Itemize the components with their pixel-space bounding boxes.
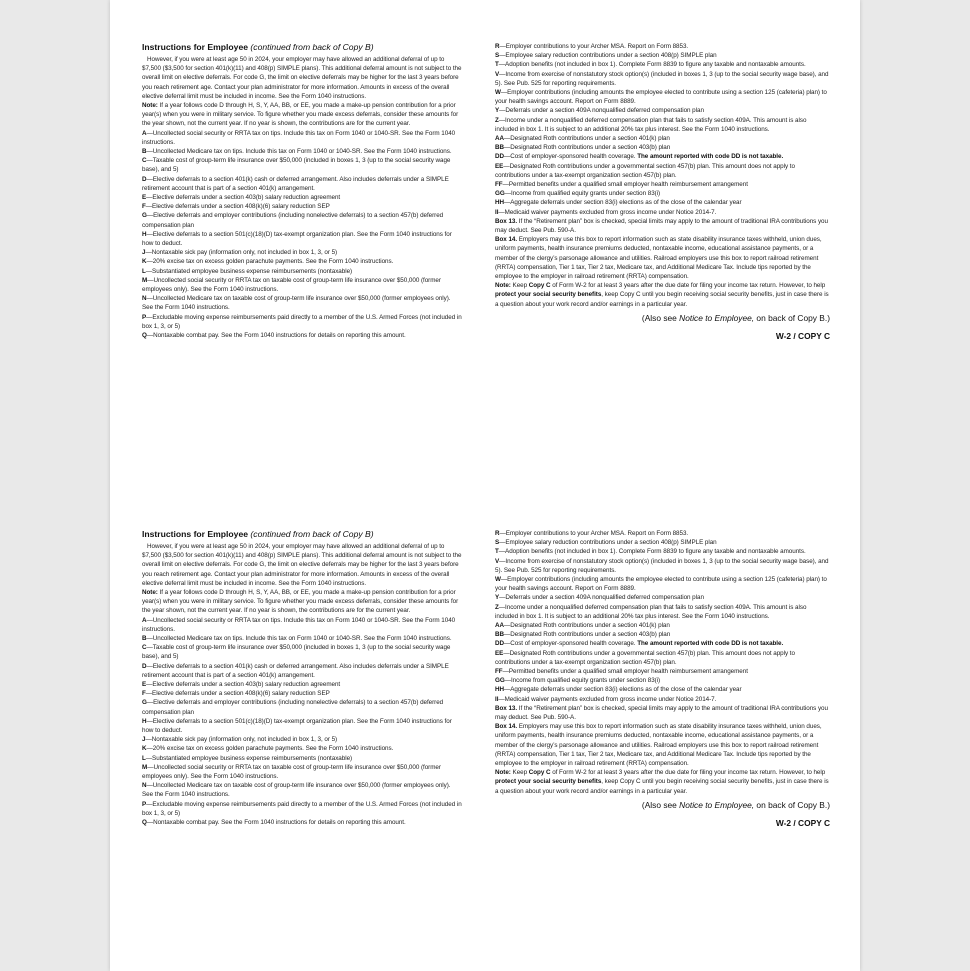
box13-paragraph: Box 13. If the “Retirement plan” box is checked, special limits may apply to the amount of traditional IRA contributions you may deduct. See Pub. 590-A. xyxy=(495,704,828,722)
code-description: Aggregate deferrals under section 83(i) elections as of the close of the calendar year xyxy=(510,686,742,694)
code-letter: T xyxy=(495,61,499,69)
code-description: Cost of employer-sponsored health coverage. xyxy=(510,153,638,161)
code-letter: BB xyxy=(495,144,504,152)
code-letter: S xyxy=(495,539,500,547)
code-description: Nontaxable sick pay (information only, not included in box 1, 3, or 5) xyxy=(151,249,338,257)
code-k-item: K—20% excise tax on excess golden parachute payments. See the Form 1040 instructions. xyxy=(142,258,394,266)
code-letter: AA xyxy=(495,622,504,630)
code-t-item: T—Adoption benefits (not included in box 1). Complete Form 8839 to figure any taxable and nontaxable amounts. xyxy=(495,61,806,69)
instructions-heading: Instructions for Employee (continued from back of Copy B) xyxy=(142,42,374,52)
code-description: Elective deferrals to a section 501(c)(18)(D) tax-exempt organization plan. See the Form 1040 instructions for how to deduct. xyxy=(142,230,452,248)
code-letter: N xyxy=(142,782,147,790)
code-j-item: J—Nontaxable sick pay (information only, not included in box 1, 3, or 5) xyxy=(142,736,338,744)
left-column xyxy=(142,42,462,340)
intro-paragraph: However, if you were at least age 50 in 2024, your employer may have allowed an additional deferral of up to $7,500 ($3,500 for section 401(k)(11) and 408(p) SIMPLE plans). This additional deferral amount is not subject to the overall limit on elective deferrals. For code G, the limit on elective deferrals may be higher for the last 3 years before you reach retirement age. Contact your plan administrator for more information. Amounts in excess of the overall elective deferral limit must be included in income. See the Form 1040 instructions. xyxy=(142,56,462,100)
code-d-item: D—Elective deferrals to a section 401(k) cash or deferred arrangement. Also includes deferrals under a SIMPLE retirement account that is part of a section 401(k) arrangement. xyxy=(142,662,449,679)
code-description: Uncollected social security or RRTA tax on tips. Include this tax on Form 1040 or 1040-SR. See the Form 1040 instructions. xyxy=(142,129,456,146)
code-description: Elective deferrals under a section 403(b) salary reduction agreement xyxy=(152,194,341,202)
code-dd-item: DD—Cost of employer-sponsored health coverage. The amount reported with code DD is not taxable. xyxy=(495,153,784,161)
code-y-item: Y—Deferrals under a section 409A nonqualified deferred compensation plan xyxy=(495,594,704,602)
code-description: Uncollected Medicare tax on taxable cost of group-term life insurance over $50,000 (former employees only). See the Form 1040 instructions. xyxy=(142,295,451,312)
code-description: Nontaxable sick pay (information only, not included in box 1, 3, or 5) xyxy=(151,736,338,744)
code-description: Employer contributions (including amounts the employee elected to contribute using a section 125 (cafeteria) plan) to your health savings account. Report on Form 8889. xyxy=(495,576,827,593)
code-description: Employer contributions to your Archer MSA. Report on Form 8853. xyxy=(505,530,689,537)
right-code-list xyxy=(495,529,830,704)
code-bb-item: BB—Designated Roth contributions under a section 403(b) plan xyxy=(495,631,671,639)
right-column xyxy=(495,529,830,828)
code-letter: J xyxy=(142,249,146,257)
code-ii-item: II—Medicaid waiver payments excluded from gross income under Notice 2014-7. xyxy=(495,208,717,216)
code-letter: H xyxy=(142,717,147,725)
code-letter: M xyxy=(142,276,148,284)
code-letter: AA xyxy=(495,135,504,143)
code-letter: L xyxy=(142,267,146,275)
code-description: Deferrals under a section 409A nonqualified deferred compensation plan xyxy=(505,107,704,115)
code-g-item: G—Elective deferrals and employer contributions (including nonelective deferrals) to a section 457(b) deferred compensation plan xyxy=(142,212,444,229)
code-letter: P xyxy=(142,800,147,808)
code-ee-item: EE—Designated Roth contributions under a governmental section 457(b) plan. This amount does not apply to contributions under a tax-exempt organization section 457(b) plan. xyxy=(495,162,795,179)
code-l-item: L—Substantiated employee business expense reimbursements (nontaxable) xyxy=(142,754,353,762)
code-s-item: S—Employee salary reduction contributions under a section 408(p) SIMPLE plan xyxy=(495,52,717,60)
code-l-item: L—Substantiated employee business expense reimbursements (nontaxable) xyxy=(142,267,353,275)
code-ff-item: FF—Permitted benefits under a qualified small employer health reimbursement arrangement xyxy=(495,181,748,189)
instructions-panel-top xyxy=(142,42,830,442)
code-n-item: N—Uncollected Medicare tax on taxable cost of group-term life insurance over $50,000 (former employees only). See the Form 1040 instructions. xyxy=(142,782,451,799)
code-f-item: F—Elective deferrals under a section 408(k)(6) salary reduction SEP xyxy=(142,203,330,211)
code-r-item: R—Employer contributions to your Archer MSA. Report on Form 8853. xyxy=(495,530,689,537)
code-description: Uncollected Medicare tax on taxable cost of group-term life insurance over $50,000 (former employees only). See the Form 1040 instructions. xyxy=(142,782,451,799)
code-gg-item: GG—Income from qualified equity grants under section 83(i) xyxy=(495,677,661,685)
code-letter: D xyxy=(142,175,147,183)
code-letter: V xyxy=(495,70,500,78)
code-description: Elective deferrals and employer contributions (including nonelective deferrals) to a section 457(b) deferred compensation plan xyxy=(142,212,444,229)
code-m-item: M—Uncollected social security or RRTA tax on taxable cost of group-term life insurance over $50,000 (former employees only). See the Form 1040 instructions. xyxy=(142,276,441,294)
code-letter: L xyxy=(142,754,146,762)
code-letter: Q xyxy=(142,819,147,827)
code-letter: K xyxy=(142,258,147,266)
code-q-item: Q—Nontaxable combat pay. See the Form 1040 instructions for details on reporting this amount. xyxy=(142,819,406,827)
code-description: Uncollected social security or RRTA tax on taxable cost of group-term life insurance over $50,000 (former employees only). See the Form 1040 instructions. xyxy=(142,276,441,294)
code-a-item: A—Uncollected social security or RRTA tax on tips. Include this tax on Form 1040 or 1040-SR. See the Form 1040 instructions. xyxy=(142,616,456,633)
code-letter: S xyxy=(495,52,500,60)
code-bb-item: BB—Designated Roth contributions under a section 403(b) plan xyxy=(495,144,671,152)
left-column xyxy=(142,529,462,827)
code-w-item: W—Employer contributions (including amounts the employee elected to contribute using a section 125 (cafeteria) plan) to your health savings account. Report on Form 8889. xyxy=(495,576,827,593)
code-description: Employer contributions (including amounts the employee elected to contribute using a section 125 (cafeteria) plan) to your health savings account. Report on Form 8889. xyxy=(495,89,827,106)
code-letter: HH xyxy=(495,199,504,207)
code-letter: H xyxy=(142,230,147,238)
also-see-note: (Also see Notice to Employee, on back of Copy B.) xyxy=(641,799,830,810)
code-letter: F xyxy=(142,203,146,211)
code-description: Nontaxable combat pay. See the Form 1040 instructions for details on reporting this amount. xyxy=(153,332,406,340)
code-letter: FF xyxy=(495,181,503,189)
code-a-item: A—Uncollected social security or RRTA tax on tips. Include this tax on Form 1040 or 1040-SR. See the Form 1040 instructions. xyxy=(142,129,456,146)
code-description: Uncollected Medicare tax on tips. Include this tax on Form 1040 or 1040-SR. See the Form 1040 instructions. xyxy=(152,635,452,643)
code-description: Employee salary reduction contributions under a section 408(p) SIMPLE plan xyxy=(505,52,717,60)
code-y-item: Y—Deferrals under a section 409A nonqualified deferred compensation plan xyxy=(495,107,704,115)
left-code-list xyxy=(142,129,462,341)
code-letter: B xyxy=(142,148,147,156)
code-description: 20% excise tax on excess golden parachute payments. See the Form 1040 instructions. xyxy=(152,745,394,753)
code-description: Taxable cost of group-term life insurance over $50,000 (included in boxes 1, 3 (up to the social security wage base), and 5) xyxy=(142,157,451,174)
code-letter: D xyxy=(142,662,147,670)
code-c-item: C—Taxable cost of group-term life insurance over $50,000 (included in boxes 1, 3 (up to the social security wage base), and 5) xyxy=(142,157,451,174)
code-description: Medicaid waiver payments excluded from gross income under Notice 2014-7. xyxy=(504,695,717,703)
also-see-note: (Also see Notice to Employee, on back of Copy B.) xyxy=(641,312,830,323)
code-description: Designated Roth contributions under a section 403(b) plan xyxy=(510,631,671,639)
code-description: Designated Roth contributions under a section 401(k) plan xyxy=(510,135,670,143)
code-description: Uncollected social security or RRTA tax on tips. Include this tax on Form 1040 or 1040-SR. See the Form 1040 instructions. xyxy=(142,616,456,633)
code-description: Permitted benefits under a qualified small employer health reimbursement arrangement xyxy=(508,181,748,189)
note2-paragraph: Note: Keep Copy C of Form W-2 for at least 3 years after the due date for filing your income tax return. However, to help protect your social security benefits, keep Copy C until you begin receiving social security benefits, just in case there is a question about your work record and/or earnings in a particular year. xyxy=(495,282,829,308)
code-dd-item: DD—Cost of employer-sponsored health coverage. The amount reported with code DD is not taxable. xyxy=(495,640,784,648)
right-code-list xyxy=(495,42,830,217)
code-letter: C xyxy=(142,157,147,165)
code-description: Taxable cost of group-term life insurance over $50,000 (included in boxes 1, 3 (up to the social security wage base), and 5) xyxy=(142,644,451,661)
code-letter: G xyxy=(142,699,147,707)
code-description: Permitted benefits under a qualified small employer health reimbursement arrangement xyxy=(508,668,748,676)
code-q-item: Q—Nontaxable combat pay. See the Form 1040 instructions for details on reporting this amount. xyxy=(142,332,406,340)
code-e-item: E—Elective deferrals under a section 403(b) salary reduction agreement xyxy=(142,194,341,202)
instructions-heading: Instructions for Employee (continued from back of Copy B) xyxy=(142,529,374,539)
code-emphasis: The amount reported with code DD is not taxable. xyxy=(637,640,784,648)
code-description: Income from exercise of nonstatutory stock option(s) (included in boxes 1, 3 (up to the social security wage base), and 5). See Pub. 525 for reporting requirements. xyxy=(495,557,829,574)
code-w-item: W—Employer contributions (including amounts the employee elected to contribute using a section 125 (cafeteria) plan) to your health savings account. Report on Form 8889. xyxy=(495,89,827,106)
code-letter: EE xyxy=(495,162,504,170)
code-letter: F xyxy=(142,690,146,698)
box14-paragraph: Box 14. Employers may use this box to report information such as state disability insurance taxes withheld, union dues, uniform payments, health insurance premiums deducted, nontaxable income, educational assistance payments, or a member of the clergy’s parsonage allowance and utilities. Railroad employers use this box to report railroad retirement (RRTA) compensation, Tier 1 tax, Tier 2 tax, Medicare tax, and Additional Medicare Tax. Include tips reported by the employee to the employer in railroad retirement (RRTA) compensation. xyxy=(495,723,822,768)
code-z-item: Z—Income under a nonqualified deferred compensation plan that fails to satisfy section 409A. This amount is also included in box 1. It is subject to an additional 20% tax plus interest. See the Form 1040 instructions. xyxy=(495,603,807,620)
code-letter: G xyxy=(142,212,147,220)
code-letter: B xyxy=(142,635,147,643)
code-description: Designated Roth contributions under a governmental section 457(b) plan. This amount does not apply to contributions under a tax-exempt organization section 457(b) plan. xyxy=(495,162,795,179)
code-letter: W xyxy=(495,576,501,584)
code-description: Income under a nonqualified deferred compensation plan that fails to satisfy section 409A. This amount is also included in box 1. It is subject to an additional 20% tax plus interest. See the Form 1040 instructions. xyxy=(495,116,807,133)
code-letter: DD xyxy=(495,153,504,161)
copy-label: W-2 / COPY C xyxy=(775,330,830,341)
code-letter: HH xyxy=(495,686,504,694)
code-description: Elective deferrals under a section 403(b) salary reduction agreement xyxy=(152,681,341,689)
code-letter: EE xyxy=(495,649,504,657)
code-letter: Z xyxy=(495,116,499,124)
code-description: Excludable moving expense reimbursements paid directly to a member of the U.S. Armed Forces (not included in box 1, 3, or 5) xyxy=(142,313,462,330)
code-description: Uncollected social security or RRTA tax on taxable cost of group-term life insurance over $50,000 (former employees only). See the Form 1040 instructions. xyxy=(142,763,441,781)
code-description: Elective deferrals under a section 408(k)(6) salary reduction SEP xyxy=(152,203,330,211)
code-letter: GG xyxy=(495,190,505,198)
code-description: Income under a nonqualified deferred compensation plan that fails to satisfy section 409A. This amount is also included in box 1. It is subject to an additional 20% tax plus interest. See the Form 1040 instructions. xyxy=(495,603,807,620)
code-k-item: K—20% excise tax on excess golden parachute payments. See the Form 1040 instructions. xyxy=(142,745,394,753)
code-description: Employer contributions to your Archer MSA. Report on Form 8853. xyxy=(505,43,689,50)
code-p-item: P—Excludable moving expense reimbursements paid directly to a member of the U.S. Armed Forces (not included in box 1, 3, or 5) xyxy=(142,800,462,817)
code-letter: E xyxy=(142,194,147,202)
code-h-item: H—Elective deferrals to a section 501(c)(18)(D) tax-exempt organization plan. See the Form 1040 instructions for how to deduct. xyxy=(142,717,452,735)
copy-label: W-2 / COPY C xyxy=(775,817,830,828)
code-letter: FF xyxy=(495,668,503,676)
code-f-item: F—Elective deferrals under a section 408(k)(6) salary reduction SEP xyxy=(142,690,330,698)
code-d-item: D—Elective deferrals to a section 401(k) cash or deferred arrangement. Also includes deferrals under a SIMPLE retirement account that is part of a section 401(k) arrangement. xyxy=(142,175,449,192)
code-description: Designated Roth contributions under a section 401(k) plan xyxy=(510,622,670,630)
code-letter: Y xyxy=(495,107,500,115)
code-s-item: S—Employee salary reduction contributions under a section 408(p) SIMPLE plan xyxy=(495,539,717,547)
code-description: Elective deferrals under a section 408(k)(6) salary reduction SEP xyxy=(152,690,330,698)
code-description: Excludable moving expense reimbursements paid directly to a member of the U.S. Armed Forces (not included in box 1, 3, or 5) xyxy=(142,800,462,817)
code-description: Nontaxable combat pay. See the Form 1040 instructions for details on reporting this amount. xyxy=(153,819,406,827)
box13-paragraph: Box 13. If the “Retirement plan” box is checked, special limits may apply to the amount of traditional IRA contributions you may deduct. See Pub. 590-A. xyxy=(495,217,828,235)
code-v-item: V—Income from exercise of nonstatutory stock option(s) (included in boxes 1, 3 (up to the social security wage base), and 5). See Pub. 525 for reporting requirements. xyxy=(495,70,829,87)
instructions-panel-bottom xyxy=(142,529,830,929)
code-letter: K xyxy=(142,745,147,753)
code-letter: A xyxy=(142,616,147,624)
code-description: Uncollected Medicare tax on tips. Include this tax on Form 1040 or 1040-SR. See the Form 1040 instructions. xyxy=(152,148,452,156)
code-description: Income from exercise of nonstatutory stock option(s) (included in boxes 1, 3 (up to the social security wage base), and 5). See Pub. 525 for reporting requirements. xyxy=(495,70,829,87)
code-gg-item: GG—Income from qualified equity grants under section 83(i) xyxy=(495,190,661,198)
code-hh-item: HH—Aggregate deferrals under section 83(i) elections as of the close of the calendar year xyxy=(495,199,742,207)
code-description: Elective deferrals to a section 401(k) cash or deferred arrangement. Also includes deferrals under a SIMPLE retirement account that is part of a section 401(k) arrangement. xyxy=(142,175,449,192)
code-h-item: H—Elective deferrals to a section 501(c)(18)(D) tax-exempt organization plan. See the Form 1040 instructions for how to deduct. xyxy=(142,230,452,248)
code-description: Designated Roth contributions under a section 403(b) plan xyxy=(510,144,671,152)
code-description: Elective deferrals to a section 401(k) cash or deferred arrangement. Also includes deferrals under a SIMPLE retirement account that is part of a section 401(k) arrangement. xyxy=(142,662,449,679)
code-letter: Q xyxy=(142,332,147,340)
code-description: Designated Roth contributions under a governmental section 457(b) plan. This amount does not apply to contributions under a tax-exempt organization section 457(b) plan. xyxy=(495,649,795,666)
left-code-list xyxy=(142,616,462,828)
code-letter: P xyxy=(142,313,147,321)
code-letter: BB xyxy=(495,631,504,639)
code-description: Medicaid waiver payments excluded from gross income under Notice 2014-7. xyxy=(504,208,717,216)
code-aa-item: AA—Designated Roth contributions under a section 401(k) plan xyxy=(495,622,670,630)
code-p-item: P—Excludable moving expense reimbursements paid directly to a member of the U.S. Armed Forces (not included in box 1, 3, or 5) xyxy=(142,313,462,330)
code-description: Cost of employer-sponsored health coverage. xyxy=(510,640,638,648)
code-letter: W xyxy=(495,89,501,97)
code-b-item: B—Uncollected Medicare tax on tips. Include this tax on Form 1040 or 1040-SR. See the Form 1040 instructions. xyxy=(142,148,452,156)
box14-paragraph: Box 14. Employers may use this box to report information such as state disability insurance taxes withheld, union dues, uniform payments, health insurance premiums deducted, nontaxable income, educational assistance payments, or a member of the clergy’s parsonage allowance and utilities. Railroad employers use this box to report railroad retirement (RRTA) compensation, Tier 1 tax, Tier 2 tax, Medicare tax, and Additional Medicare Tax. Include tips reported by the employee to the employer in railroad retirement (RRTA) compensation. xyxy=(495,236,822,281)
code-b-item: B—Uncollected Medicare tax on tips. Include this tax on Form 1040 or 1040-SR. See the Form 1040 instructions. xyxy=(142,635,452,643)
code-letter: DD xyxy=(495,640,504,648)
code-description: Aggregate deferrals under section 83(i) elections as of the close of the calendar year xyxy=(510,199,742,207)
intro-paragraph: However, if you were at least age 50 in 2024, your employer may have allowed an additional deferral of up to $7,500 ($3,500 for section 401(k)(11) and 408(p) SIMPLE plans). This additional deferral amount is not subject to the overall limit on elective deferrals. For code G, the limit on elective deferrals may be higher for the last 3 years before you reach retirement age. Contact your plan administrator for more information. Amounts in excess of the overall elective deferral limit must be included in income. See the Form 1040 instructions. xyxy=(142,543,462,587)
code-description: Adoption benefits (not included in box 1). Complete Form 8839 to figure any taxable and nontaxable amounts. xyxy=(505,548,806,556)
code-ii-item: II—Medicaid waiver payments excluded from gross income under Notice 2014-7. xyxy=(495,695,717,703)
code-n-item: N—Uncollected Medicare tax on taxable cost of group-term life insurance over $50,000 (former employees only). See the Form 1040 instructions. xyxy=(142,295,451,312)
code-letter: J xyxy=(142,736,146,744)
code-ff-item: FF—Permitted benefits under a qualified small employer health reimbursement arrangement xyxy=(495,668,748,676)
code-ee-item: EE—Designated Roth contributions under a governmental section 457(b) plan. This amount does not apply to contributions under a tax-exempt organization section 457(b) plan. xyxy=(495,649,795,666)
code-description: 20% excise tax on excess golden parachute payments. See the Form 1040 instructions. xyxy=(152,258,394,266)
code-v-item: V—Income from exercise of nonstatutory stock option(s) (included in boxes 1, 3 (up to the social security wage base), and 5). See Pub. 525 for reporting requirements. xyxy=(495,557,829,574)
code-j-item: J—Nontaxable sick pay (information only, not included in box 1, 3, or 5) xyxy=(142,249,338,257)
code-letter: R xyxy=(495,43,500,50)
code-description: Employee salary reduction contributions under a section 408(p) SIMPLE plan xyxy=(505,539,717,547)
code-letter: A xyxy=(142,129,147,137)
code-letter: E xyxy=(142,681,147,689)
code-e-item: E—Elective deferrals under a section 403(b) salary reduction agreement xyxy=(142,681,341,689)
code-description: Income from qualified equity grants under section 83(i) xyxy=(510,190,661,198)
code-letter: M xyxy=(142,763,148,771)
code-c-item: C—Taxable cost of group-term life insurance over $50,000 (included in boxes 1, 3 (up to the social security wage base), and 5) xyxy=(142,644,451,661)
code-letter: R xyxy=(495,530,500,537)
code-description: Deferrals under a section 409A nonqualified deferred compensation plan xyxy=(505,594,704,602)
code-letter: Z xyxy=(495,603,499,611)
note-paragraph: Note: If a year follows code D through H, S, Y, AA, BB, or EE, you made a make-up pension contribution for a prior year(s) when you were in military service. To figure whether you made excess deferrals, consider these amounts for the year shown, not the current year. If no year is shown, the contributions are for the current year. xyxy=(142,589,459,615)
code-description: Substantiated employee business expense reimbursements (nontaxable) xyxy=(152,267,353,275)
code-letter: GG xyxy=(495,677,505,685)
code-description: Elective deferrals and employer contributions (including nonelective deferrals) to a section 457(b) deferred compensation plan xyxy=(142,699,444,716)
code-letter: II xyxy=(495,695,499,703)
code-aa-item: AA—Designated Roth contributions under a section 401(k) plan xyxy=(495,135,670,143)
note-paragraph: Note: If a year follows code D through H, S, Y, AA, BB, or EE, you made a make-up pension contribution for a prior year(s) when you were in military service. To figure whether you made excess deferrals, consider these amounts for the year shown, not the current year. If no year is shown, the contributions are for the current year. xyxy=(142,102,459,128)
code-description: Substantiated employee business expense reimbursements (nontaxable) xyxy=(152,754,353,762)
code-letter: N xyxy=(142,295,147,303)
code-hh-item: HH—Aggregate deferrals under section 83(i) elections as of the close of the calendar year xyxy=(495,686,742,694)
code-t-item: T—Adoption benefits (not included in box 1). Complete Form 8839 to figure any taxable and nontaxable amounts. xyxy=(495,548,806,556)
code-g-item: G—Elective deferrals and employer contributions (including nonelective deferrals) to a section 457(b) deferred compensation plan xyxy=(142,699,444,716)
code-letter: II xyxy=(495,208,499,216)
right-column xyxy=(495,42,830,341)
code-description: Elective deferrals to a section 501(c)(18)(D) tax-exempt organization plan. See the Form 1040 instructions for how to deduct. xyxy=(142,717,452,735)
code-z-item: Z—Income under a nonqualified deferred compensation plan that fails to satisfy section 409A. This amount is also included in box 1. It is subject to an additional 20% tax plus interest. See the Form 1040 instructions. xyxy=(495,116,807,133)
code-m-item: M—Uncollected social security or RRTA tax on taxable cost of group-term life insurance over $50,000 (former employees only). See the Form 1040 instructions. xyxy=(142,763,441,781)
code-letter: C xyxy=(142,644,147,652)
code-letter: V xyxy=(495,557,500,565)
code-description: Adoption benefits (not included in box 1). Complete Form 8839 to figure any taxable and nontaxable amounts. xyxy=(505,61,806,69)
code-r-item: R—Employer contributions to your Archer MSA. Report on Form 8853. xyxy=(495,43,689,50)
code-letter: T xyxy=(495,548,499,556)
note2-paragraph: Note: Keep Copy C of Form W-2 for at least 3 years after the due date for filing your income tax return. However, to help protect your social security benefits, keep Copy C until you begin receiving social security benefits, just in case there is a question about your work record and/or earnings in a particular year. xyxy=(495,769,829,795)
form-sheet xyxy=(110,0,860,971)
code-description: Income from qualified equity grants under section 83(i) xyxy=(510,677,661,685)
code-emphasis: The amount reported with code DD is not taxable. xyxy=(637,153,784,161)
code-letter: Y xyxy=(495,594,500,602)
